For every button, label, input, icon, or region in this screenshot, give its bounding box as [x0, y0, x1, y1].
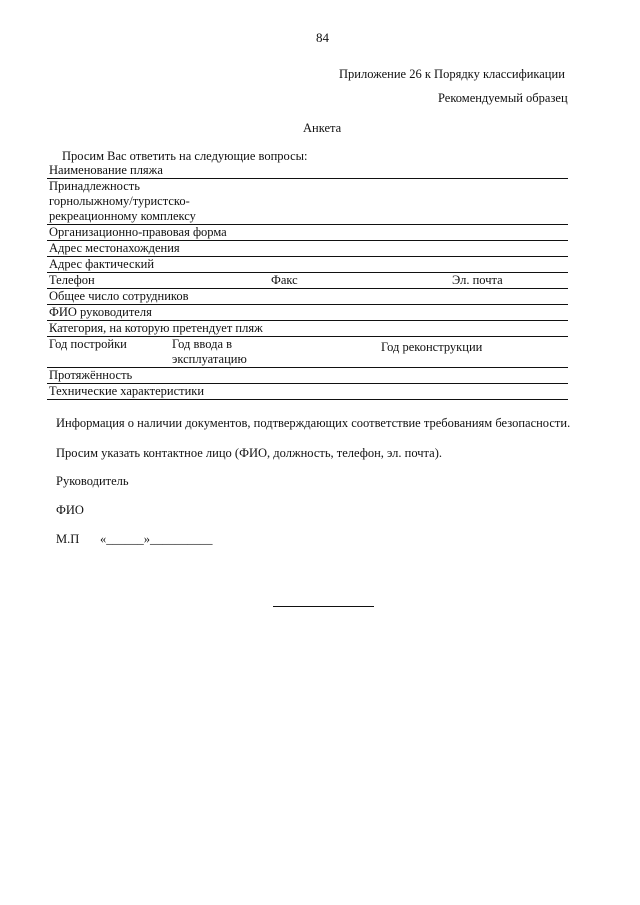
affiliation-label-3: рекреационному комплексу: [49, 209, 196, 223]
year-reconstructed-label: Год реконструкции: [381, 340, 483, 354]
director-name-label: ФИО руководителя: [49, 305, 152, 319]
location-address-label: Адрес местонахождения: [49, 241, 180, 255]
affiliation-label-2: горнолыжному/туристско-: [49, 194, 190, 208]
category-label: Категория, на которую претендует пляж: [49, 321, 263, 335]
fio-label: ФИО: [56, 503, 84, 517]
email-label: Эл. почта: [452, 273, 503, 287]
form-intro: Просим Вас ответить на следующие вопросы:: [62, 149, 308, 163]
year-built-label: Год постройки: [49, 337, 127, 351]
year-commissioned-label-1: Год ввода в: [172, 337, 233, 351]
stamp-label: М.П: [56, 532, 80, 546]
actual-address-label: Адрес фактический: [49, 257, 155, 271]
staff-count-label: Общее число сотрудников: [49, 289, 189, 303]
length-label: Протяжённость: [49, 368, 133, 382]
documents-info-text: Информация о наличии документов, подтверждающих соответствие требованиям безопасности.: [56, 416, 571, 430]
beach-name-label: Наименование пляжа: [49, 163, 163, 177]
fax-label: Факс: [271, 273, 298, 287]
legal-form-label: Организационно-правовая форма: [49, 225, 227, 239]
closing-rule: [273, 606, 374, 607]
row-divider: [47, 399, 568, 400]
year-commissioned-label-2: эксплуатацию: [172, 352, 247, 366]
form-title: Анкета: [303, 121, 342, 135]
date-field: «______»__________: [100, 532, 213, 546]
sample-note: Рекомендуемый образец: [438, 91, 568, 105]
appendix-caption: Приложение 26 к Порядку классификации: [339, 67, 565, 81]
page-number: 84: [316, 30, 329, 45]
specs-label: Технические характеристики: [49, 384, 205, 398]
phone-label: Телефон: [49, 273, 95, 287]
contact-request-text: Просим указать контактное лицо (ФИО, должность, телефон, эл. почта).: [56, 446, 443, 460]
director-label: Руководитель: [56, 474, 129, 488]
affiliation-label-1: Принадлежность: [49, 179, 140, 193]
